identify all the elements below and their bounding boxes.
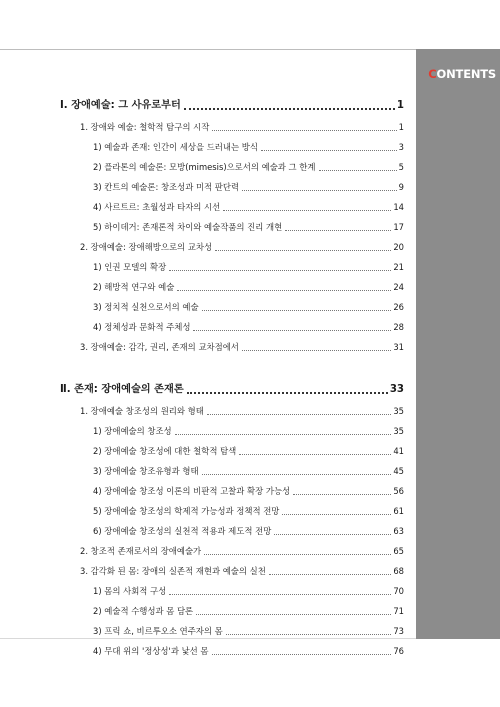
- toc-entry-page: 26: [393, 302, 404, 312]
- toc-entry-page: 17: [393, 222, 404, 232]
- dot-leader: [239, 454, 391, 455]
- toc-entry-title: 2) 예술적 수행성과 몸 담론: [93, 606, 194, 616]
- toc-entry-title: 1) 예술과 존재: 인간이 세상을 드러내는 방식: [93, 142, 258, 152]
- toc-entry-page: 63: [393, 526, 404, 536]
- toc-item[interactable]: [60, 177, 404, 197]
- toc-entry-title: 4) 무대 위의 '정상성'과 낯선 몸: [93, 646, 209, 656]
- toc-item[interactable]: [60, 441, 404, 461]
- contents-side-tab: [416, 49, 500, 639]
- toc-chapter[interactable]: [60, 379, 404, 401]
- dot-leader: [187, 392, 388, 394]
- toc-entry-title: Ⅱ. 존재: 장애예술의 존재론: [60, 384, 184, 395]
- toc-entry-title: 1) 장애예술의 창조성: [93, 426, 172, 436]
- toc-entry-page: 5: [398, 162, 404, 172]
- toc-item[interactable]: [60, 217, 404, 237]
- toc-section[interactable]: [60, 117, 404, 137]
- toc-entry-title: 1. 장애와 예술: 철학적 탐구의 시작: [80, 122, 210, 132]
- toc-section[interactable]: [60, 541, 404, 561]
- dot-leader: [196, 614, 391, 615]
- dot-leader: [242, 350, 391, 351]
- toc-entry-page: 21: [393, 262, 404, 272]
- toc-entry-page: 76: [393, 646, 404, 656]
- contents-heading: [428, 67, 496, 81]
- toc-entry-page: 65: [393, 546, 404, 556]
- dot-leader: [293, 494, 391, 495]
- toc-section[interactable]: [60, 337, 404, 357]
- dot-leader: [215, 250, 391, 251]
- dot-leader: [175, 434, 392, 435]
- dot-leader: [242, 190, 397, 191]
- toc-item[interactable]: [60, 581, 404, 601]
- contents-heading-rest: ONTENTS: [436, 67, 496, 81]
- toc-section[interactable]: [60, 401, 404, 421]
- toc-chapter[interactable]: [60, 95, 404, 117]
- toc-entry-title: 5) 장애예술 창조성의 학제적 가능성과 정책적 전망: [93, 506, 280, 516]
- toc-entry-title: 2) 해방적 연구와 예술: [93, 282, 175, 292]
- toc-item[interactable]: [60, 317, 404, 337]
- toc-entry-page: 73: [393, 626, 404, 636]
- toc-entry-title: 3. 감각화 된 몸: 장애의 실존적 재현과 예술의 실천: [80, 566, 266, 576]
- toc-entry-title: 2) 장애예술 창조성에 대한 철학적 탐색: [93, 446, 237, 456]
- toc-entry-title: 3) 프릭 쇼, 비르투오소 연주자의 몸: [93, 626, 223, 636]
- table-of-contents: [60, 95, 404, 661]
- toc-section[interactable]: [60, 237, 404, 257]
- toc-entry-page: 33: [389, 384, 404, 395]
- dot-leader: [177, 290, 391, 291]
- toc-item[interactable]: [60, 277, 404, 297]
- toc-entry-page: 1: [398, 122, 404, 132]
- dot-leader: [282, 514, 391, 515]
- dot-leader: [223, 210, 391, 211]
- dot-leader: [202, 474, 392, 475]
- dot-leader: [212, 654, 392, 655]
- dot-leader: [193, 330, 391, 331]
- toc-entry-title: 4) 정체성과 문화적 주체성: [93, 322, 191, 332]
- dot-leader: [207, 414, 392, 415]
- toc-entry-title: 2) 플라톤의 예술론: 모방(mimesis)으로서의 예술과 그 한계: [93, 162, 316, 172]
- toc-entry-title: 2. 장애예술: 장애해방으로의 교차성: [80, 242, 213, 252]
- dot-leader: [269, 574, 392, 575]
- toc-entry-page: 20: [393, 242, 404, 252]
- toc-item[interactable]: [60, 137, 404, 157]
- toc-item[interactable]: [60, 157, 404, 177]
- toc-entry-page: 24: [393, 282, 404, 292]
- toc-entry-page: 3: [398, 142, 404, 152]
- toc-entry-page: 61: [393, 506, 404, 516]
- toc-entry-page: 70: [393, 586, 404, 596]
- toc-item[interactable]: [60, 461, 404, 481]
- toc-entry-page: 14: [393, 202, 404, 212]
- toc-item[interactable]: [60, 601, 404, 621]
- toc-entry-page: 56: [393, 486, 404, 496]
- toc-entry-title: 4) 장애예술 창조성 이론의 비판적 고찰과 확장 가능성: [93, 486, 291, 496]
- toc-item[interactable]: [60, 501, 404, 521]
- chapter-gap: [60, 357, 404, 379]
- dot-leader: [169, 270, 391, 271]
- toc-section[interactable]: [60, 561, 404, 581]
- dot-leader: [285, 230, 391, 231]
- toc-entry-page: 71: [393, 606, 404, 616]
- toc-entry-page: 31: [393, 342, 404, 352]
- toc-item[interactable]: [60, 297, 404, 317]
- toc-entry-title: 6) 장애예술 창조성의 실천적 적용과 제도적 전망: [93, 526, 272, 536]
- dot-leader: [184, 108, 395, 110]
- toc-entry-page: 35: [393, 406, 404, 416]
- dot-leader: [169, 594, 391, 595]
- toc-entry-title: 1. 장애예술 창조성의 원리와 형태: [80, 406, 204, 416]
- toc-entry-title: 4) 사르트르: 초월성과 타자의 시선: [93, 202, 221, 212]
- toc-entry-title: 3. 장애예술: 감각, 권리, 존재의 교차점에서: [80, 342, 239, 352]
- dot-leader: [261, 150, 397, 151]
- toc-entry-title: 3) 칸트의 예술론: 창조성과 미적 판단력: [93, 182, 240, 192]
- toc-item[interactable]: [60, 257, 404, 277]
- toc-entry-page: 28: [393, 322, 404, 332]
- toc-entry-page: 9: [398, 182, 404, 192]
- toc-entry-page: 1: [396, 100, 404, 111]
- toc-entry-title: 3) 정치적 실천으로서의 예술: [93, 302, 199, 312]
- toc-entry-title: 5) 하이데거: 존재론적 차이와 예술작품의 진리 개현: [93, 222, 283, 232]
- toc-entry-title: 1) 몸의 사회적 구성: [93, 586, 167, 596]
- toc-item[interactable]: [60, 521, 404, 541]
- toc-entry-page: 68: [393, 566, 404, 576]
- dot-leader: [226, 634, 392, 635]
- dot-leader: [204, 554, 391, 555]
- toc-item[interactable]: [60, 641, 404, 661]
- dot-leader: [212, 130, 396, 131]
- toc-entry-title: 1) 인권 모델의 확장: [93, 262, 167, 272]
- toc-item[interactable]: [60, 621, 404, 641]
- toc-entry-page: 45: [393, 466, 404, 476]
- toc-item[interactable]: [60, 421, 404, 441]
- toc-entry-page: 35: [393, 426, 404, 436]
- toc-item[interactable]: [60, 481, 404, 501]
- toc-entry-page: 41: [393, 446, 404, 456]
- toc-entry-title: Ⅰ. 장애예술: 그 사유로부터: [60, 100, 181, 111]
- toc-entry-title: 2. 창조적 존재로서의 장애예술가: [80, 546, 202, 556]
- toc-entry-title: 3) 장애예술 창조유형과 형태: [93, 466, 199, 476]
- contents-heading-first-letter: C: [428, 67, 437, 81]
- dot-leader: [319, 170, 397, 171]
- dot-leader: [274, 534, 391, 535]
- dot-leader: [202, 310, 392, 311]
- toc-item[interactable]: [60, 197, 404, 217]
